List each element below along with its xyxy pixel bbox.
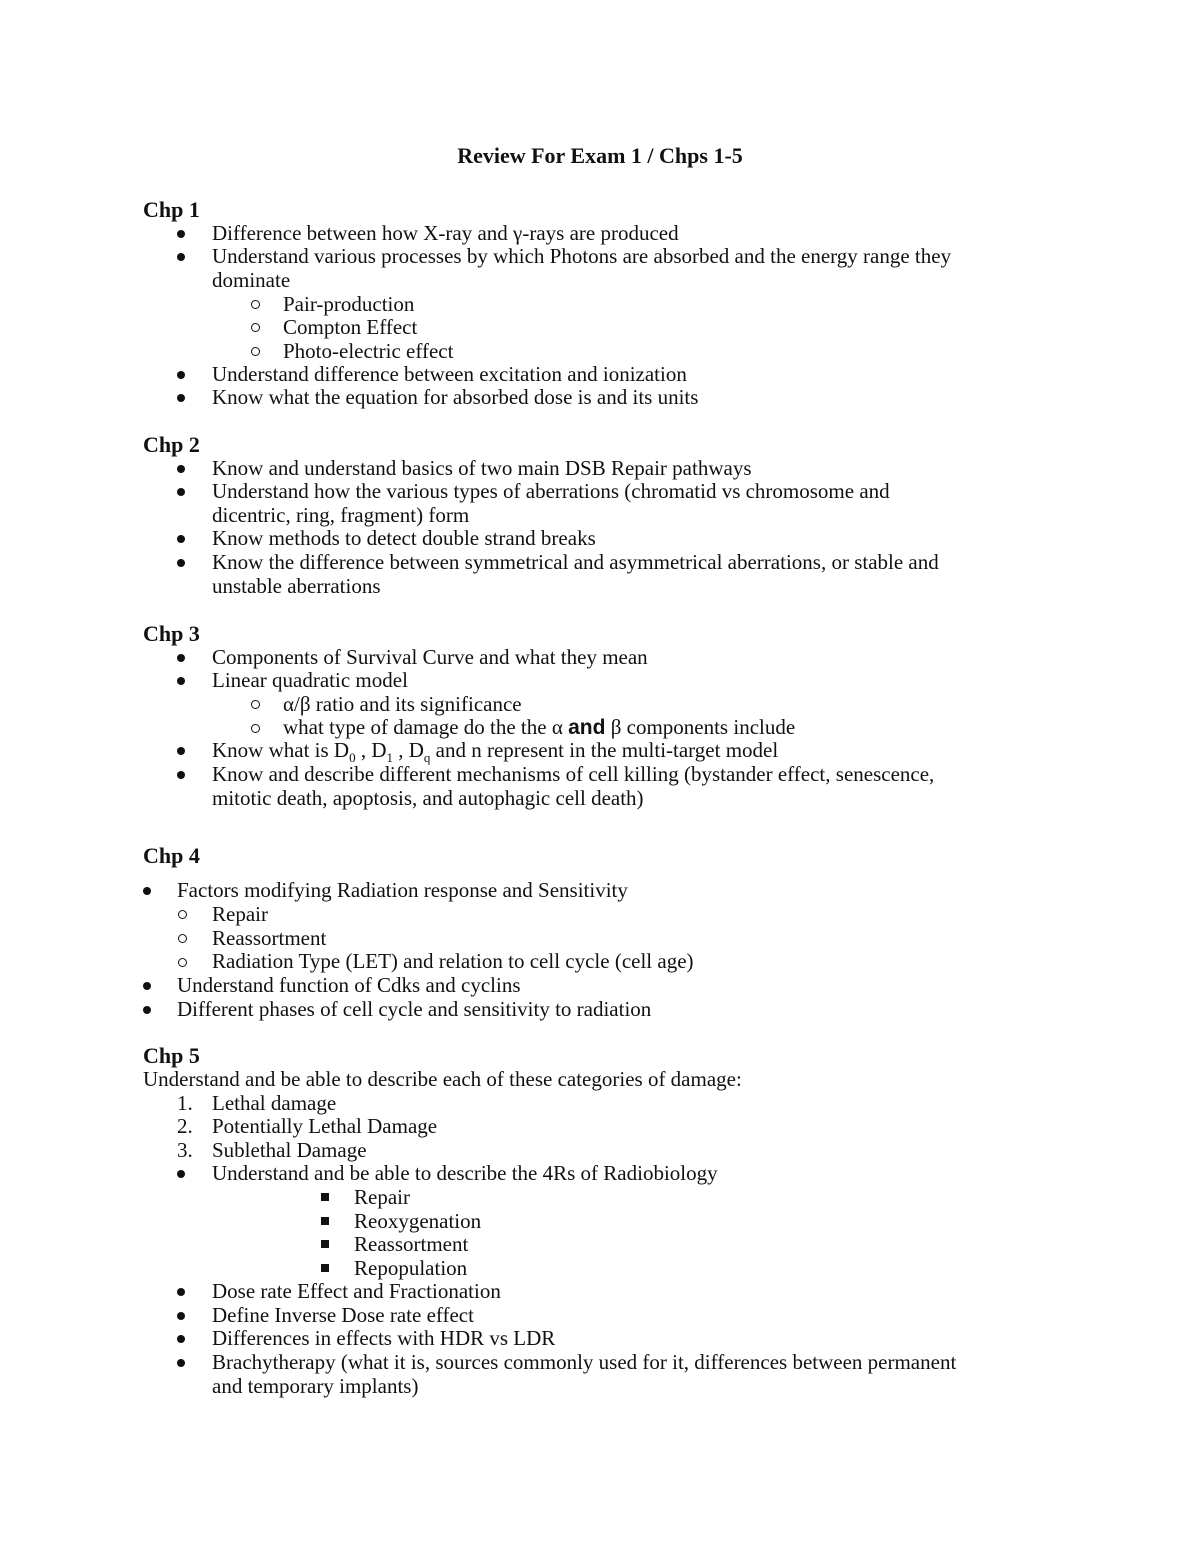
- list-item: Lethal damage: [212, 1091, 337, 1115]
- bullet-icon: [143, 1006, 151, 1014]
- square-bullet-icon: [321, 1240, 329, 1248]
- list-item-continuation: dominate: [212, 268, 291, 292]
- list-item-continuation: dicentric, ring, fragment) form: [212, 503, 470, 527]
- list-item: Know and understand basics of two main DSB Repair pathways: [212, 456, 752, 480]
- bullet-icon: [177, 1288, 185, 1296]
- list-item: Understand difference between excitation and ionization: [212, 362, 687, 386]
- square-bullet-icon: [321, 1217, 329, 1225]
- list-item: Dose rate Effect and Fractionation: [212, 1279, 501, 1303]
- list-item: Repopulation: [354, 1256, 468, 1280]
- circle-bullet-icon: [178, 934, 187, 943]
- list-item: Different phases of cell cycle and sensitivity to radiation: [177, 997, 652, 1021]
- list-item: Reassortment: [354, 1232, 469, 1256]
- bullet-icon: [177, 535, 185, 543]
- list-item: Repair: [212, 902, 268, 926]
- item-text: , D: [393, 738, 424, 762]
- list-item: Repair: [354, 1185, 410, 1209]
- list-item: Understand function of Cdks and cyclins: [177, 973, 521, 997]
- square-bullet-icon: [321, 1264, 329, 1272]
- circle-bullet-icon: [178, 910, 187, 919]
- chp5-heading: Chp 5: [143, 1043, 200, 1068]
- bullet-icon: [177, 465, 185, 473]
- circle-bullet-icon: [251, 700, 260, 709]
- subscript: 0: [349, 750, 356, 766]
- list-number: 1.: [177, 1091, 193, 1115]
- square-bullet-icon: [321, 1193, 329, 1201]
- item-text: what type of damage do the the α: [283, 715, 563, 739]
- list-item: Know the difference between symmetrical and asymmetrical aberrations, or stable and: [212, 550, 939, 574]
- list-item: Define Inverse Dose rate effect: [212, 1303, 474, 1327]
- circle-bullet-icon: [251, 323, 260, 332]
- list-item: Differences in effects with HDR vs LDR: [212, 1326, 556, 1350]
- page-title: Review For Exam 1 / Chps 1-5: [457, 143, 743, 168]
- list-item: Factors modifying Radiation response and Sensitivity: [177, 878, 628, 902]
- chp4-heading: Chp 4: [143, 843, 200, 868]
- item-text: β components include: [610, 715, 796, 739]
- bullet-icon: [177, 371, 185, 379]
- bullet-icon: [177, 1359, 185, 1367]
- chp1-heading: Chp 1: [143, 197, 200, 222]
- list-item: Know methods to detect double strand breaks: [212, 526, 596, 550]
- bullet-icon: [177, 394, 185, 402]
- list-item: Understand how the various types of aberrations (chromatid vs chromosome and: [212, 479, 890, 503]
- bullet-icon: [177, 747, 185, 755]
- bullet-icon: [177, 654, 185, 662]
- list-item-continuation: unstable aberrations: [212, 574, 381, 598]
- list-item: Sublethal Damage: [212, 1138, 367, 1162]
- list-item: Understand and be able to describe the 4Rs of Radiobiology: [212, 1161, 718, 1185]
- list-item: Photo-electric effect: [283, 339, 454, 363]
- list-item: Pair-production: [283, 292, 415, 316]
- list-item: Know and describe different mechanisms of cell killing (bystander effect, senescence,: [212, 762, 935, 786]
- chp3-heading: Chp 3: [143, 621, 200, 646]
- bullet-icon: [177, 230, 185, 238]
- list-item: [283, 715, 795, 740]
- list-item: Brachytherapy (what it is, sources commonly used for it, differences between permanent: [212, 1350, 957, 1374]
- subscript: 1: [386, 750, 393, 766]
- subscript: q: [423, 750, 431, 766]
- circle-bullet-icon: [178, 958, 187, 967]
- list-item: [212, 738, 779, 766]
- bullet-icon: [143, 887, 151, 895]
- bullet-icon: [177, 677, 185, 685]
- list-item: Reassortment: [212, 926, 327, 950]
- chp5-intro: Understand and be able to describe each of these categories of damage:: [143, 1067, 742, 1091]
- list-item: α/β ratio and its significance: [283, 692, 522, 716]
- circle-bullet-icon: [251, 724, 260, 733]
- list-item: Difference between how X-ray and γ-rays are produced: [212, 221, 679, 245]
- circle-bullet-icon: [251, 300, 260, 309]
- bullet-icon: [177, 559, 185, 567]
- bullet-icon: [177, 488, 185, 496]
- list-item: Components of Survival Curve and what they mean: [212, 645, 648, 669]
- list-item: Potentially Lethal Damage: [212, 1114, 438, 1138]
- bullet-icon: [177, 771, 185, 779]
- bullet-icon: [177, 1170, 185, 1178]
- list-item: Radiation Type (LET) and relation to cell cycle (cell age): [212, 949, 694, 973]
- circle-bullet-icon: [251, 347, 260, 356]
- list-item: Know what the equation for absorbed dose is and its units: [212, 385, 699, 409]
- bullet-icon: [177, 253, 185, 261]
- bullet-icon: [177, 1335, 185, 1343]
- bullet-icon: [177, 1312, 185, 1320]
- list-item-continuation: mitotic death, apoptosis, and autophagic cell death): [212, 786, 644, 810]
- list-item-continuation: and temporary implants): [212, 1374, 419, 1398]
- item-text: and n represent in the multi-target model: [430, 738, 779, 762]
- bullet-icon: [143, 982, 151, 990]
- bold-and: and: [568, 716, 606, 739]
- list-number: 3.: [177, 1138, 193, 1162]
- list-item: Reoxygenation: [354, 1209, 482, 1233]
- list-item: Linear quadratic model: [212, 668, 408, 692]
- chp2-heading: Chp 2: [143, 432, 200, 457]
- item-text: Know what is D: [212, 738, 350, 762]
- item-text: , D: [355, 738, 387, 762]
- list-item: Understand various processes by which Photons are absorbed and the energy range they: [212, 244, 952, 268]
- list-item: Compton Effect: [283, 315, 418, 339]
- list-number: 2.: [177, 1114, 193, 1138]
